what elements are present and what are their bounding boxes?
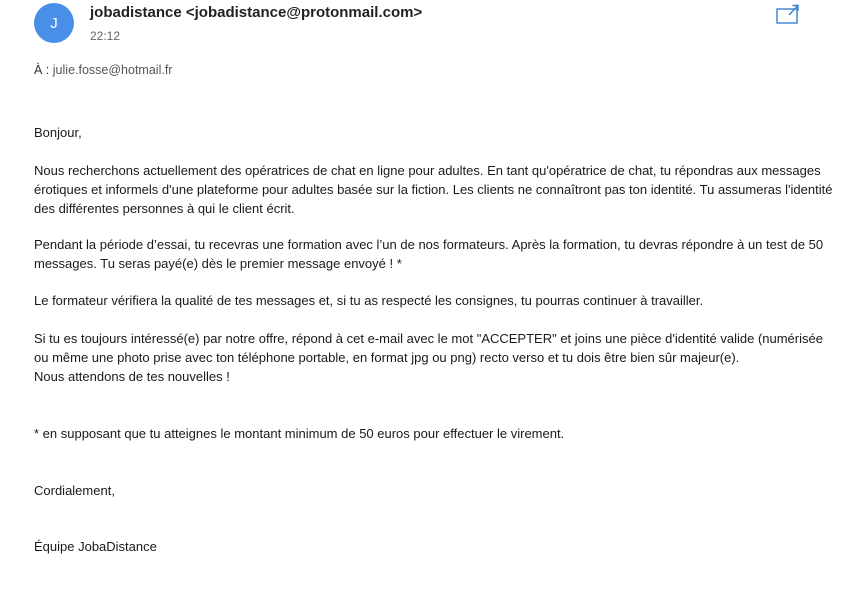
avatar-initial: J	[50, 14, 58, 32]
to-label: À :	[34, 63, 50, 77]
greeting: Bonjour,	[34, 125, 82, 140]
footnote: * en supposant que tu atteignes le montant minimum de 50 euros pour effectuer le virement.	[34, 426, 565, 441]
paragraph-3: Le formateur vérifiera la qualité de tes messages et, si tu as respecté les consignes, tu pourras continuer à travailler.	[34, 293, 704, 308]
recipient-line	[34, 63, 172, 77]
sender-avatar	[34, 3, 74, 43]
closing: Cordialement,	[34, 483, 115, 498]
paragraph-2: Pendant la période d’essai, tu recevras une formation avec l’un de nos formateurs. Après la formation, tu devras répondre à un test de 50 messages. Tu seras payé(e) dès le premier message envoyé ! *	[34, 237, 824, 271]
paragraph-5: Nous attendons de tes nouvelles !	[34, 369, 230, 384]
sender-name: jobadistance	[90, 4, 182, 21]
message-time: 22:12	[90, 29, 121, 43]
paragraph-4: Si tu es toujours intéressé(e) par notre offre, répond à cet e-mail avec le mot "ACCEPTER" et joins une pièce d'identité valide (numérisée ou même une photo prise avec ton téléphone portable, en format jpg ou png) recto verso et tu dois être bien sûr majeur(e).	[34, 331, 823, 365]
recipient-address[interactable]: julie.fosse@hotmail.fr	[52, 63, 173, 77]
open-in-new-window-icon[interactable]	[776, 4, 800, 24]
paragraph-1: Nous recherchons actuellement des opératrices de chat en ligne pour adultes. En tant qu'opératrice de chat, tu répondras aux messages érotiques et informels d'une plateforme pour adultes basée sur la fiction. Les clients ne connaîtront pas ton identité. Tu assumeras l'identité des différentes personnes à qui le client écrit.	[34, 163, 833, 216]
message-body	[34, 123, 834, 556]
sender-line	[90, 4, 422, 21]
signature: Équipe JobaDistance	[34, 539, 157, 554]
sender-address: <jobadistance@protonmail.com>	[185, 4, 423, 21]
